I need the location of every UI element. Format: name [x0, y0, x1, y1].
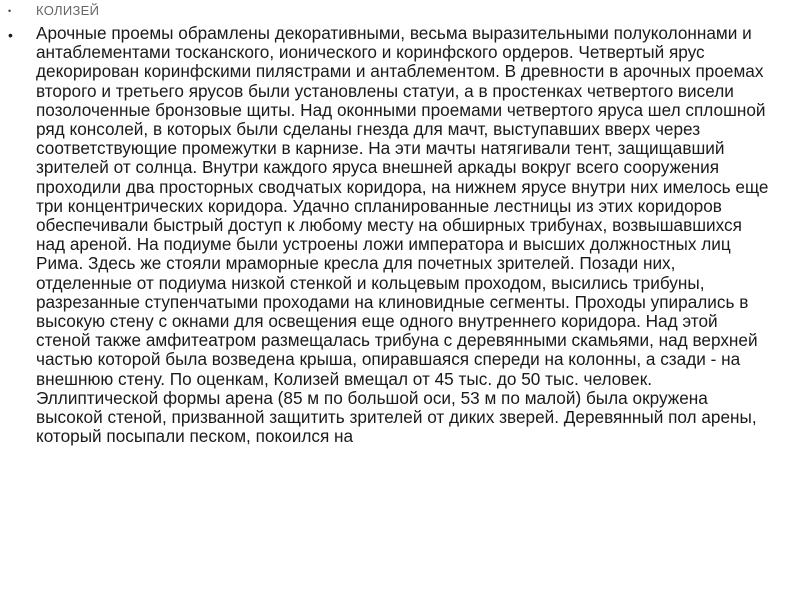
slide-title: КОЛИЗЕЙ — [36, 3, 100, 18]
body-bullet-item — [8, 24, 792, 446]
bullet-icon: • — [8, 6, 12, 16]
bullet-icon: • — [8, 27, 13, 43]
body-paragraph: Арочные проемы обрамлены декоративными, весьма выразительными полуколоннами и антаблементами тосканского, ионического и коринфского ордеров. Четвертый ярус декорирован коринфскими пилястрами и антаблементом. В древности в арочных проемах второго и третьего ярусов были установлены статуи, а в простенках четвертого висели позолоченные бронзовые щиты. Над оконными проемами четвертого яруса шел сплошной ряд консолей, в которых были сделаны гнезда для мачт, выступавших вверх через соответствующие промежутки в карнизе. На эти мачты натягивали тент, защищавший зрителей от солнца. Внутри каждого яруса внешней аркады вокруг всего сооружения проходили два просторных сводчатых коридора, на нижнем ярусе внутри них имелось еще три концентрических коридора. Удачно спланированные лестницы из этих коридоров обеспечивали быстрый доступ к любому месту на обширных трибунах, возвышавшихся над ареной. На подиуме были устроены ложи императора и высших должностных лиц Рима. Здесь же стояли мраморные кресла для почетных зрителей. Позади них, отделенные от подиума низкой стенкой и кольцевым проходом, высились трибуны, разрезанные ступенчатыми проходами на клиновидные сегменты. Проходы упирались в высокую стену с окнами для освещения еще одного внутреннего коридора. Над этой стеной также амфитеатром размещалась трибуна с деревянными скамьями, над верхней частью которой была возведена крыша, опиравшаяся спереди на колонны, а сзади - на внешнюю стену. По оценкам, Колизей вмещал от 45 тыс. до 50 тыс. человек. Эллиптической формы арена (85 м по большой оси, 53 м по малой) была окружена высокой стеной, призванной защитить зрителей от диких зверей. Деревянный пол арены, который посыпали песком, покоился на — [36, 23, 769, 447]
title-bullet-item — [8, 2, 792, 20]
